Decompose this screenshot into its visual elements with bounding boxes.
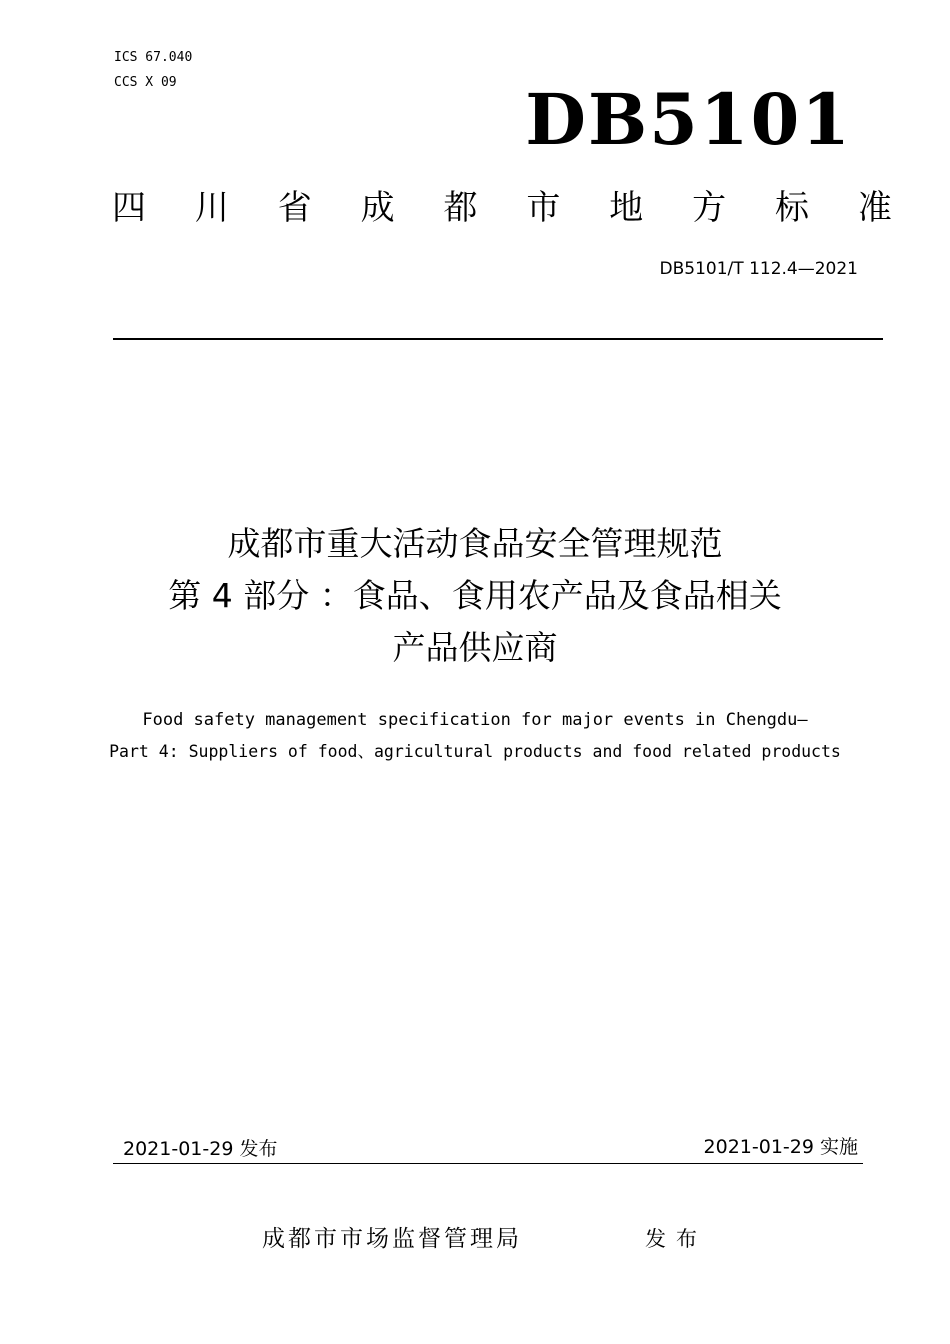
publisher-name: 成都市市场监督管理局	[262, 1226, 522, 1252]
publish-label: 发布	[645, 1227, 707, 1251]
title-en-line-1: Food safety management specification for major events in Chengdu—	[142, 710, 808, 730]
implementation-date: 2021-01-29 实施	[703, 1136, 858, 1158]
standard-type-char: 四	[112, 188, 146, 228]
standard-type-heading	[112, 186, 892, 230]
title-cn-line-2: 第 4 部分 ：食品、食用农产品及食品相关	[168, 576, 782, 615]
standard-type-char: 地	[609, 188, 644, 228]
standard-type-char: 准	[857, 188, 892, 228]
header-divider	[113, 338, 883, 340]
title-cn-line-3: 产品供应商	[392, 628, 558, 667]
footer-divider	[113, 1163, 863, 1164]
ccs-code: CCS X 09	[114, 75, 177, 90]
standard-type-char: 市	[526, 188, 561, 228]
standard-type-char: 都	[443, 188, 478, 228]
standard-type-char: 省	[277, 188, 312, 228]
issue-date: 2021-01-29 发布	[123, 1138, 278, 1160]
standard-type-char: 标	[775, 188, 809, 228]
ics-code: ICS 67.040	[114, 50, 193, 65]
title-cn-line-1: 成都市重大活动食品安全管理规范	[227, 524, 723, 563]
standard-type-char: 方	[692, 188, 727, 228]
standard-type-char: 成	[360, 188, 395, 228]
standard-number: DB5101/T 112.4—2021	[659, 259, 858, 279]
standard-mark: DB5101	[525, 78, 852, 161]
standard-type-char: 川	[194, 188, 229, 228]
title-en-line-2: Part 4: Suppliers of food、agricultural products and food related products	[109, 742, 841, 761]
